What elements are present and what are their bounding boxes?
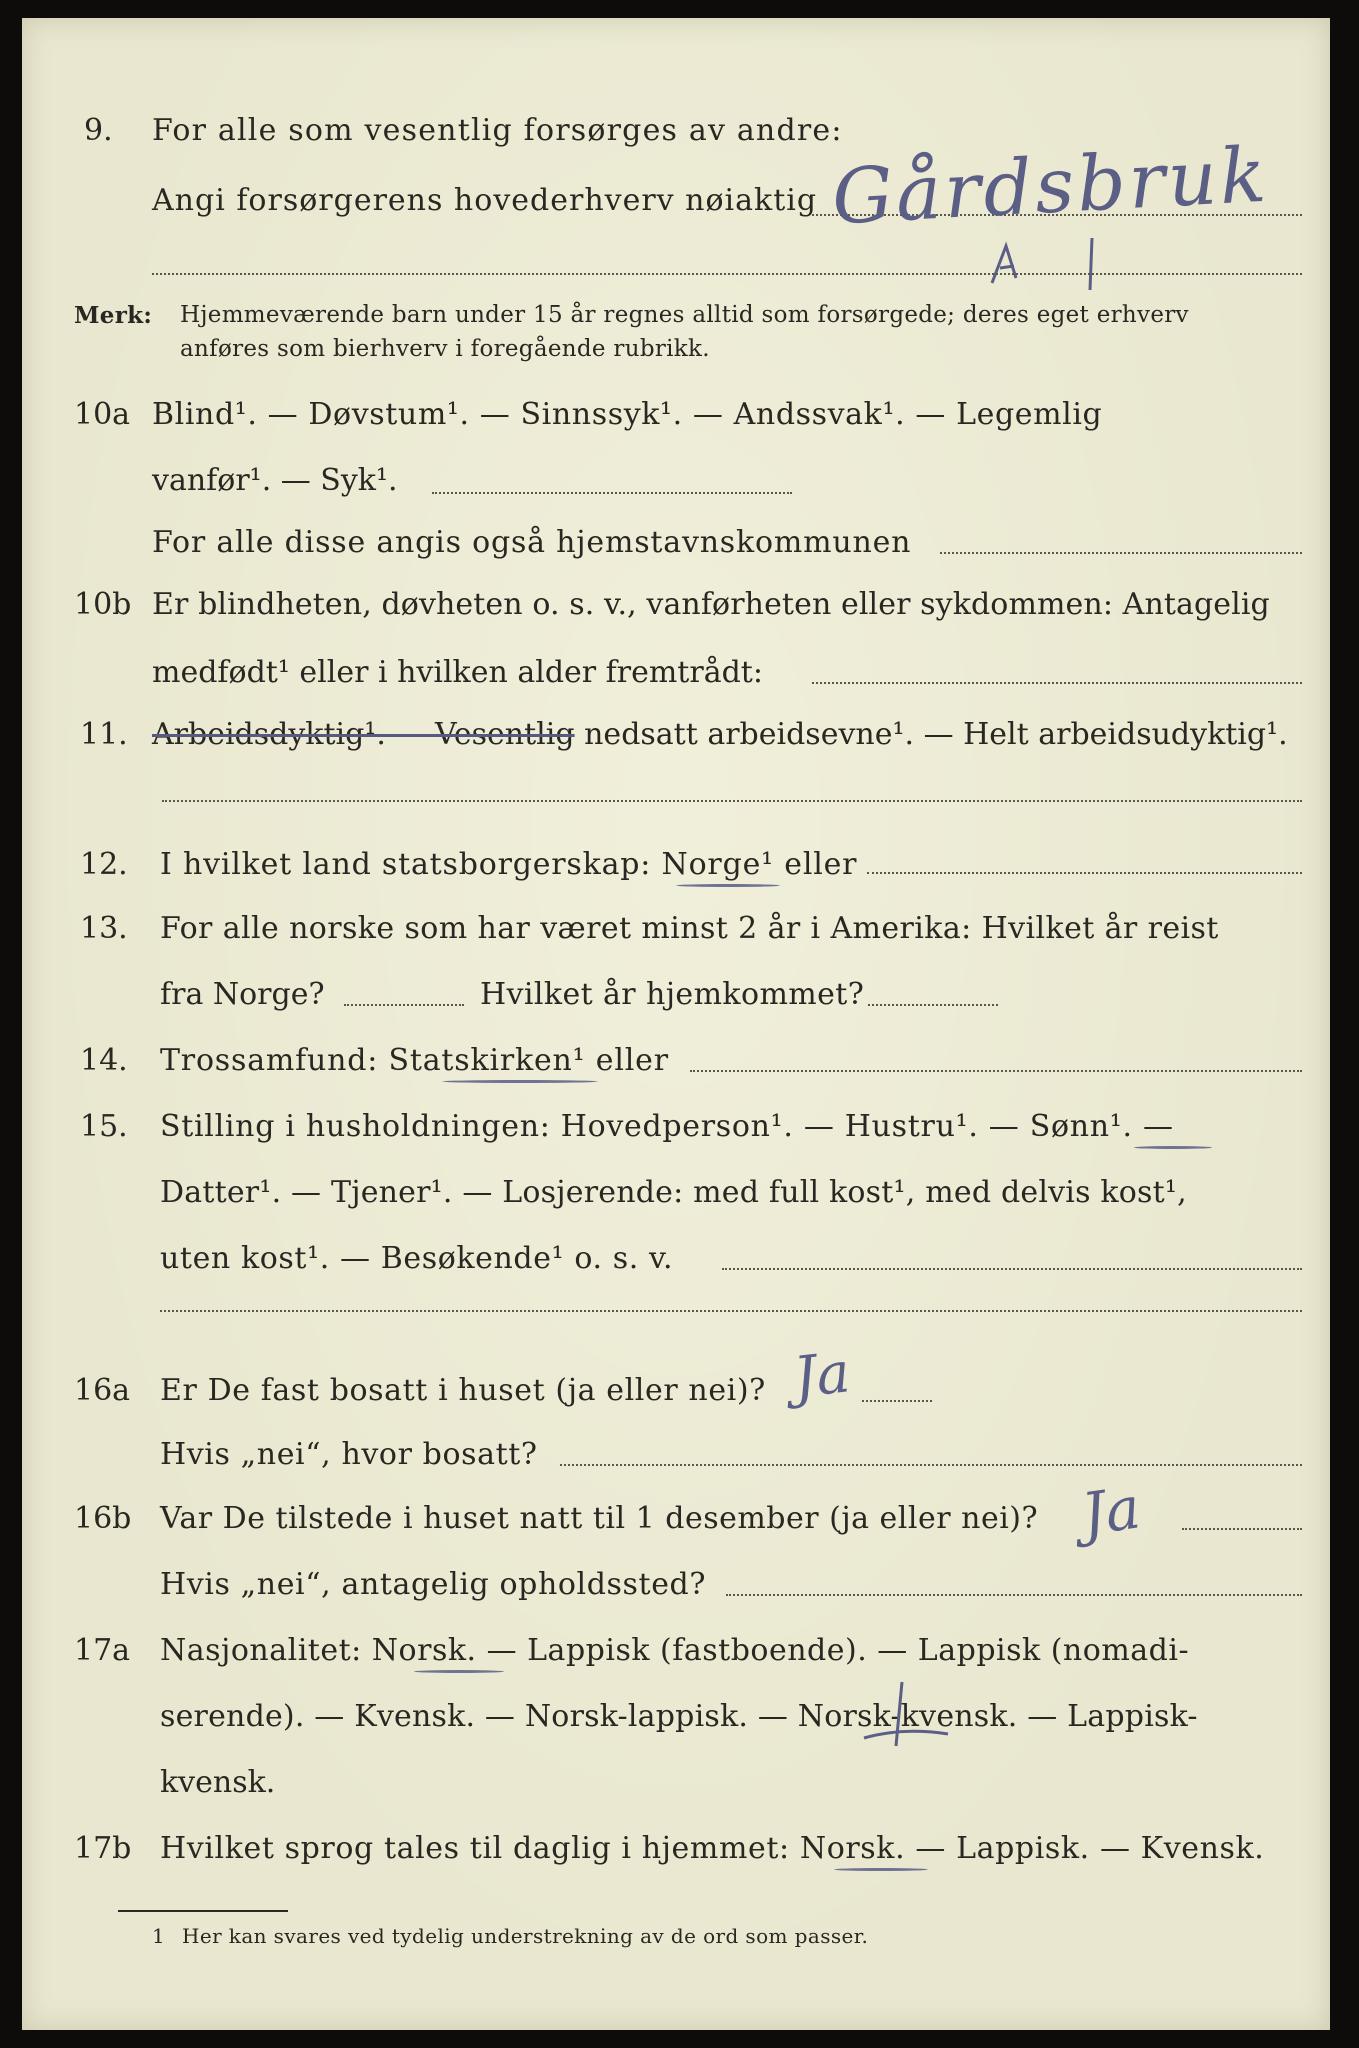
- q16a-line1: Er De fast bosatt i huset (ja eller nei)?: [160, 1373, 766, 1408]
- q17a-line3: kvensk.: [160, 1765, 276, 1800]
- q13-hjemkommet-line: [868, 1004, 998, 1006]
- q11-number: 11.: [80, 717, 128, 752]
- census-form-page: [22, 18, 1330, 2030]
- q10b-line1: Er blindheten, døvheten o. s. v., vanførheten eller sykdommen: Antagelig: [152, 587, 1270, 622]
- q15-line3: uten kost¹. — Besøkende¹ o. s. v.: [160, 1241, 674, 1276]
- q16b-number: 16b: [74, 1501, 132, 1536]
- q11-line: [152, 717, 1288, 752]
- q16a-answer-handwritten[interactable]: Ja: [790, 1340, 854, 1411]
- q15-line2: Datter¹. — Tjener¹. — Losjerende: med full kost¹, med delvis kost¹,: [160, 1175, 1187, 1210]
- q13-number: 13.: [80, 911, 128, 946]
- q10b-number: 10b: [74, 587, 132, 622]
- q12-answer-line: [867, 872, 1302, 874]
- footnote-mark: 1: [152, 1924, 166, 1948]
- q9-answer-handwritten[interactable]: Gårdsbruk: [829, 129, 1271, 242]
- q17b-number: 17b: [74, 1831, 132, 1866]
- q12-number: 12.: [80, 847, 128, 882]
- q15-sonn-underline: [1134, 1146, 1212, 1149]
- q17a-number: 17a: [74, 1633, 131, 1668]
- q15-extra-line: [160, 1310, 1302, 1312]
- q11-extra-line: [162, 800, 1302, 802]
- q17a-norsk-underline: [414, 1670, 504, 1673]
- q9-number: 9.: [84, 113, 113, 148]
- q10a-number: 10a: [74, 397, 131, 432]
- footnote-text: Her kan svares ved tydelig understrekning av de ord som passer.: [182, 1924, 869, 1948]
- q16a-bosatt-line: [560, 1464, 1302, 1466]
- q17a-line2: serende). — Kvensk. — Norsk-lappisk. — Norsk-kvensk. — Lappisk-: [160, 1699, 1198, 1734]
- q15-number: 15.: [80, 1109, 128, 1144]
- q12-norge-underline: [676, 884, 780, 887]
- footnote-rule: [118, 1910, 288, 1912]
- q16b-answer-handwritten[interactable]: Ja: [1077, 1473, 1145, 1549]
- q15-line1: Stilling i husholdningen: Hovedperson¹. — Hustru¹. — Sønn¹. —: [160, 1109, 1174, 1144]
- q16a-answer-line: [862, 1400, 932, 1402]
- q14-answer-line: [690, 1070, 1302, 1072]
- q16a-number: 16a: [74, 1373, 131, 1408]
- q16b-opholdssted-line: [726, 1594, 1302, 1596]
- q10b-answer-line: [812, 682, 1302, 684]
- q10a-syk-line: [432, 492, 792, 494]
- q16b-answer-line: [1182, 1528, 1302, 1530]
- q16b-line2: Hvis „nei“, antagelig opholdssted?: [160, 1567, 707, 1602]
- q10a-hjemstavn-line: [940, 552, 1302, 554]
- q9-line2: Angi forsørgerens hovederhverv nøiaktig: [152, 183, 818, 218]
- q14-number: 14.: [80, 1043, 128, 1078]
- q11-rest-text: nedsatt arbeidsevne¹. — Helt arbeidsudyktig¹.: [574, 717, 1288, 752]
- q9-answer-scribble: [982, 238, 1102, 298]
- q15-answer-line: [722, 1268, 1302, 1270]
- q9-line1: For alle som vesentlig forsørges av andre:: [152, 113, 843, 148]
- q14-text: Trossamfund: Statskirken¹ eller: [160, 1043, 669, 1078]
- merk-label: Merk:: [74, 302, 153, 329]
- q17b-norsk-underline: [834, 1868, 928, 1871]
- q13-line2a: fra Norge?: [160, 977, 325, 1012]
- q13-reist-line: [344, 1004, 464, 1006]
- q11-struck-text: Arbeidsdyktig¹. — Vesentlig: [152, 717, 575, 752]
- q13-line1: For alle norske som har været minst 2 år i Amerika: Hvilket år reist: [160, 911, 1219, 946]
- q17a-cross-mark: [862, 1678, 952, 1748]
- q16b-line1: Var De tilstede i huset natt til 1 desember (ja eller nei)?: [160, 1501, 1039, 1536]
- q17b-text: Hvilket sprog tales til daglig i hjemmet: Norsk. — Lappisk. — Kvensk.: [160, 1831, 1265, 1866]
- merk-line1: Hjemmeværende barn under 15 år regnes alltid som forsørgede; deres eget erhverv: [180, 302, 1189, 328]
- q14-statskirken-underline: [442, 1080, 598, 1083]
- q10a-line3: For alle disse angis også hjemstavnskommunen: [152, 525, 912, 560]
- merk-line2: anføres som bierhverv i foregående rubrikk.: [180, 336, 710, 362]
- q10a-line1: Blind¹. — Døvstum¹. — Sinnssyk¹. — Andssvak¹. — Legemlig: [152, 397, 1103, 432]
- q10b-line2: medfødt¹ eller i hvilken alder fremtrådt:: [152, 655, 763, 690]
- q13-line2b: Hvilket år hjemkommet?: [480, 977, 865, 1012]
- q16a-line2: Hvis „nei“, hvor bosatt?: [160, 1437, 538, 1472]
- q17a-line1: Nasjonalitet: Norsk. — Lappisk (fastboende). — Lappisk (nomadi-: [160, 1633, 1190, 1668]
- q12-text: I hvilket land statsborgerskap: Norge¹ eller: [160, 847, 858, 882]
- q10a-line2: vanfør¹. — Syk¹.: [152, 463, 398, 498]
- q9-extra-line: [152, 273, 1302, 275]
